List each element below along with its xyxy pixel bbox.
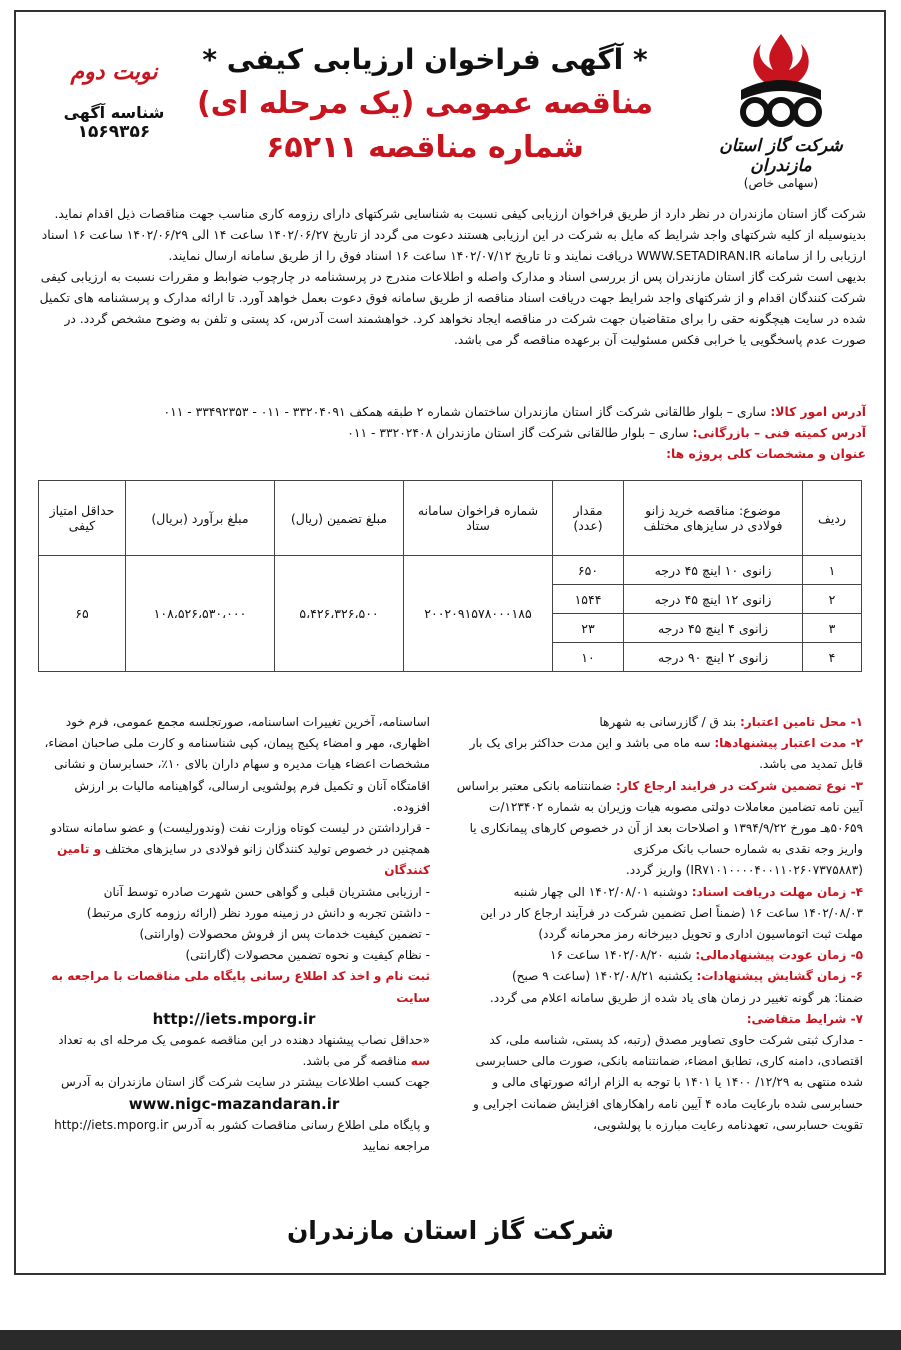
cell-qty: ۱۵۴۴ — [553, 585, 624, 614]
tech-address-text: ساری – بلوار طالقانی شرکت گاز استان مازندران ۳۳۲۰۲۴۰۸ - ۰۱۱ — [347, 426, 689, 440]
condition-7-label: ۷- شرایط متقاضی: — [746, 1011, 863, 1026]
registration-url[interactable]: http://iets.mporg.ir — [152, 1009, 316, 1028]
condition-6-note: ضمنا: هر گونه تغییر در زمان های یاد شده از طریق سامانه اعلام می گردد. — [489, 990, 863, 1005]
specs-heading: عنوان و مشخصات کلی پروژه ها: — [666, 447, 866, 461]
company-website[interactable]: www.nigc-mazandaran.ir — [128, 1094, 340, 1113]
bottom-band — [0, 1330, 901, 1350]
cell-row: ۲ — [803, 585, 862, 614]
company-logo — [701, 30, 861, 190]
cell-row: ۳ — [803, 614, 862, 643]
intro-paragraph-1: شرکت گاز استان مازندران در نظر دارد از طریق فراخوان ارزیابی کیفی نسبت به شناسایی شرکتهای دارای رزومه کاری مناسب جهت مناقصات ذیل اقدام نماید. بدینوسیله از کلیه شرکتهای واجد شرایط که مایل به شرکت در این ارزیابی هستند دعوت می گردد از تاریخ ۱۴۰۲/۰۶/۲۷ ساعت ۱۴ الی ۱۴۰۲/۰۶/۲۹ ساعت ۱۶ اسناد ارزیابی را از سامانه WWW.SETADIRAN.IR دریافت نمایند و تا تاریخ ۱۴۰۲/۰۷/۱۲ ساعت ۱۶ اسناد فوق را از طریق سامانه ارسال نمایند. — [41, 207, 866, 263]
condition-1: ۱- محل تامین اعتبار: بند ق / گازرسانی به شهرها — [599, 715, 863, 729]
tech-address-label: آدرس کمیته فنی – بازرگانی: — [692, 426, 866, 440]
notice-title — [190, 38, 660, 170]
min-bidders-note: «حداقل نصاب پیشنهاد دهنده در این مناقصه عمومی یک مرحله ای به تعداد سه مناقصه گر می باشد. — [58, 1033, 430, 1069]
footer-company: شرکت گاز استان مازندران — [286, 1216, 615, 1245]
conditions-left — [38, 712, 430, 1157]
info-note: جهت کسب اطلاعات بیشتر در سایت شرکت گاز استان مازندران به آدرس — [61, 1075, 430, 1090]
intro-text — [38, 204, 866, 351]
cell-subject: زانوی ۴ اینچ ۴۵ درجه — [624, 614, 803, 643]
criterion-4: - نظام کیفیت و نحوه تضمین محصولات (گارانتی) — [185, 948, 430, 963]
items-table — [38, 480, 862, 672]
notice-id-value: ۱۵۶۹۳۵۶ — [77, 122, 151, 142]
table-header-row — [39, 481, 862, 556]
cell-row: ۴ — [803, 643, 862, 672]
cell-subject: زانوی ۱۰ اینچ ۴۵ درجه — [624, 556, 803, 585]
goods-address-text: ساری – بلوار طالقانی شرکت گاز استان مازندران ساختمان شماره ۲ طبقه همکف ۳۳۲۰۴۰۹۱ - ۰۱۱ - ۳۳۴۹۲۳۵۳ - ۰۱۱ — [163, 405, 767, 419]
company-logo-sub: (سهامی خاص) — [743, 176, 819, 190]
registration-note: ثبت نام و اخذ کد اطلاع رسانی پایگاه ملی مناقصات با مراجعه به سایت — [51, 969, 430, 1005]
header-subject: موضوع: مناقصه خرید زانو فولادی در سایزهای مختلف — [624, 481, 803, 556]
condition-3: ۳- نوع تضمین شرکت در فرایند ارجاع کار: ضمانتنامه بانکی معتبر براساس آیین نامه تضامین معاملات دولتی مصوبه هیات وزیران به شماره ۱۲۳۴۰۲/ت ۵۰۶۵۹هـ مورخ ۱۳۹۴/۹/۲۲ و اصلاحات بعد از آن در خصوص کارهای پیمانکاری یا واریز وجه نقدی به شماره حساب بانک مرکزی (IR۷۱۰۱۰۰۰۰۴۰۰۱۱۰۲۶۰۷۳۷۵۸۸۳) واریز گردد. — [456, 778, 863, 878]
title-line-1: * آگهی فراخوان ارزیابی کیفی * — [202, 43, 648, 76]
cell-qty: ۱۰ — [553, 643, 624, 672]
cell-subject: زانوی ۲ اینچ ۹۰ درجه — [624, 643, 803, 672]
notice-meta — [44, 60, 184, 142]
header-row: ردیف — [803, 481, 862, 556]
condition-4: ۴- زمان مهلت دریافت اسناد: دوشنبه ۱۴۰۲/۰۸/۰۱ الی چهار شنبه ۱۴۰۲/۰۸/۰۳ ساعت ۱۶ (ضمناً اصل تضمین شرکت در فرآیند ارجاع کار در این مهلت ثبت اتوماسیون اداری و تحویل دبیرخانه رمز محرمانه گردد) — [480, 884, 863, 942]
cell-qty: ۶۵۰ — [553, 556, 624, 585]
condition-5: ۵- زمان عودت پیشنهادمالی: شنبه ۱۴۰۲/۰۸/۲۰ ساعت ۱۶ — [549, 948, 863, 963]
header-qty: مقدار (عدد) — [553, 481, 624, 556]
cell-guarantee: ۵،۴۲۶،۳۲۶،۵۰۰ — [275, 556, 404, 672]
condition-2: ۲- مدت اعتبار پیشنهادها: سه ماه می باشد و این مدت حداکثر برای یک بار قابل تمدید می باشد. — [469, 736, 863, 772]
criterion-2: - داشتن تجربه و دانش در زمینه مورد نظر (ارائه رزومه کاری مرتبط) — [86, 905, 430, 920]
addresses — [38, 402, 866, 465]
header-min-score: حداقل امتیاز کیفی — [39, 481, 126, 556]
title-line-2: مناقصه عمومی (یک مرحله ای) — [196, 86, 654, 121]
vendor-list-note: - قرارداشتن در لیست کوتاه وزارت نفت (وندورلیست) و عضو سامانه ستادو همچنین در خصوص تولید کنندگان زانو فولادی در سایزهای مختلف و تامین کنندگان — [50, 821, 430, 878]
table-row — [39, 556, 862, 585]
intro-paragraph-2: بدیهی است شرکت گاز استان مازندران پس از بررسی اسناد و مدارک واصله و اطلاعات مندرج در پرسشنامه در چارچوب ضوابط و مقررات نسبت به ارزیابی کیفی شرکت کنندگان اقدام و از شرکتهای واجد شرایط جهت دریافت اسناد مناقصه از طریق سامانه فوق دعوت بعمل خواهد آورد. تا ارائه مدارک و پرسشنامه های تکمیل شده در سایت هیچگونه حقی را برای متقاضیان جهت شرکت در مناقصه ایجاد نخواهد کرد. خواهشمند است آدرس، کد پستی و تلفن به وضوح مشخص گردد. در صورت عدم پاسخگویی یا خرابی فکس مسئولیت آن برعهده مناقصه گر می باشد. — [39, 270, 866, 347]
header-estimate: مبلغ برآورد (بریال) — [126, 481, 275, 556]
round-label: نوبت دوم — [70, 60, 158, 85]
documents-list: اساسنامه، آخرین تغییرات اساسنامه، صورتجلسه مجمع عمومی، فرم خود اظهاری، مهر و امضاء پکیج پیمان، کپی شناسنامه و کارت ملی صاحبان امضاء، مشخصات اعضاء هیات مدیره و سهام داران بالای ۱۰٪، حسابرسان و نشانی اقامتگاه آنان و تکمیل فرم پولشویی ارسالی، گواهینامه مالیات بر ارزش افزوده. — [44, 715, 430, 814]
criterion-1: - ارزیابی مشتریان قبلی و گواهی حسن شهرت صادره توسط آنان — [103, 884, 430, 899]
goods-address — [38, 402, 866, 423]
header-call-no: شماره فراخوان سامانه ستاد — [404, 481, 553, 556]
cell-estimate: ۱۰۸،۵۲۶،۵۳۰،۰۰۰ — [126, 556, 275, 672]
flame-logo-icon — [721, 30, 841, 130]
cell-min-score: ۶۵ — [39, 556, 126, 672]
goods-address-label: آدرس امور کالا: — [770, 405, 866, 419]
cell-row: ۱ — [803, 556, 862, 585]
condition-7-text: - مدارک ثبتی شرکت حاوی تصاویر مصدق (رتبه، کد پستی، شناسه ملی، کد اقتصادی، دامنه کاری، تطابق امضاء، ضمانتنامه بانکی، صورت مالی حسابرسی شده منتهی به ۱۲/۲۹/ ۱۴۰۰ یا ۱۴۰۱ با توجه به الزام ارائه صورتهای مالی و حسابرسی شده بارعایت ماده ۴ آیین نامه راهکارهای افزایش ضمانت اجرایی و تقویت حسابرسی، تعهدنامه رعایت مبارزه با پولشویی، — [473, 1033, 863, 1132]
company-logo-text: شرکت گاز استان مازندران — [719, 136, 843, 176]
portal-note: و پایگاه ملی اطلاع رسانی مناقصات کشور به آدرس http://iets.mporg.ir مراجعه نمایید — [54, 1117, 430, 1154]
conditions-right — [453, 712, 863, 1136]
criterion-3: - تضمین کیفیت خدمات پس از فروش محصولات (وارانتی) — [139, 927, 430, 942]
notice-id-label: شناسه آگهی — [63, 103, 165, 122]
cell-call-no: ۲۰۰۲۰۹۱۵۷۸۰۰۰۱۸۵ — [404, 556, 553, 672]
cell-subject: زانوی ۱۲ اینچ ۴۵ درجه — [624, 585, 803, 614]
cell-qty: ۲۳ — [553, 614, 624, 643]
title-line-3: شماره مناقصه ۶۵۲۱۱ — [266, 130, 584, 165]
header-guarantee: مبلغ تضمین (ریال) — [275, 481, 404, 556]
tech-address — [38, 423, 866, 444]
condition-6: ۶- زمان گشایش پیشنهادات: یکشنبه ۱۴۰۲/۰۸/۲۱ (ساعت ۹ صبح) — [511, 969, 863, 984]
